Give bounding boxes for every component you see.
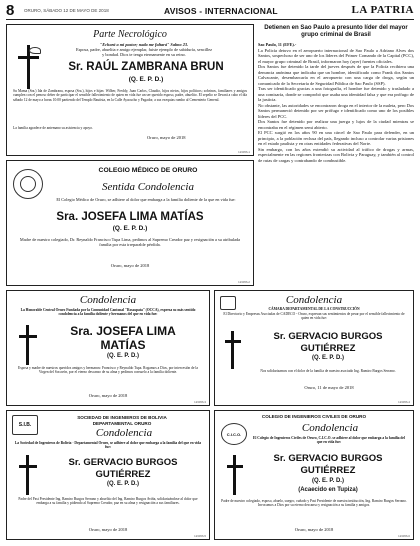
sib-logo-text: S.I.B. [18, 422, 32, 428]
article-dateline: Sao Paulo, 11 (EFE).- [258, 42, 297, 47]
page-dateline: ORURO, SÁBADO 12 DE MAYO DE 2018 [24, 8, 109, 13]
deceased-name: Sr. RAÚL ZAMBRANA BRUN [68, 61, 224, 73]
notice-title: Parte Necrológico [93, 29, 167, 40]
cico-logo-text: C.I.C.O. [226, 432, 242, 437]
notice-date: Oruro, mayo de 2018 [294, 527, 334, 532]
deceased-name-line2: MATÍAS [100, 338, 146, 352]
notice-ref: 123456-5 [194, 534, 206, 538]
cross-icon [225, 455, 245, 495]
qepd-label: (Q. E. P. D.) [128, 76, 164, 83]
section-title: AVISOS - INTERNACIONAL [164, 6, 278, 16]
necrologico-notice [6, 24, 254, 156]
notice-date: Oruro, mayo de 2018 [147, 135, 186, 140]
notice-subtext-2: y bondad. Dios te tenga eternamente en su reino. [102, 52, 186, 57]
article-paragraph: El PCC surgió en los años 90 en una cárcel de Sao Paulo para defender, en un principio, a la población reclusa del país, llegando incluso a controlar varias prisiones en el estado paulista y en otras entidades federativas del Norte. [258, 130, 414, 146]
notice-intro: La Sociedad de Ingenieros de Bolivia - Departamental Oruro, se adhiere al dolor que embarga a la familia del que en vida fue: [14, 441, 202, 450]
notice-verse: "Echará a mi pastor; nada me faltará" Salmo 23. [99, 42, 189, 47]
deceased-name: Sra. JOSEFA LIMA MATÍAS [56, 211, 204, 223]
notice-body: Esposa y madre de nuestros queridos amigos y hermanos: Francisco y Reynaldo Tupa. Rogamos a Dios, por intercesión de la Virgen del Socavón, por el eterno descanso de su alma y pedimos consuelo a la familia doliente. [18, 366, 198, 375]
article-paragraph: No obstante, las autoridades se encontraron droga en el interior de la maleta, pero Dos Santos permaneció detenido por ser prófugo e identificado como uno de los posibles líderes del PCC. [258, 102, 414, 119]
notice-title: Condolencia [79, 294, 137, 306]
notice-body: Su Mama (Sra.) Ida de Zambrana, esposa (Sra.), hijos e hijas: Wilber, Freddy, Juan Carlos, Claudio, hijos nietos, hijos políticos; sobrinos, familiares y amigos cumplen con el penoso deber de participar el sensible fallecimiento de quien en vida fue un ser querido esposo, padre, abuelito. El sepelio se llevará a cabo el día sábado 12 de mayo a horas 10:00 partiendo del Templo Bautista, en la Calle Ayacucho y Pagador, a sus exequias rumbo al Cementerio General. [13, 89, 247, 102]
notice-ref: 123456-2 [238, 280, 250, 284]
notice-date: Oruro, mayo de 2018 [88, 393, 128, 398]
notice-date: Oruro, 11 de mayo de 2018 [304, 385, 354, 390]
cross-icon [17, 455, 39, 495]
article-body [258, 42, 414, 163]
notice-date: Oruro, mayo de 2018 [110, 263, 150, 268]
colegio-medico-notice [6, 160, 254, 286]
notice-intro: El Colegio Médico de Oruro, se adhiere al dolor que embarga a la familia doliente de la que en vida fue: [56, 197, 236, 202]
newspaper-logo: LA PATRIA [351, 4, 414, 16]
notice-intro: El Directorio y Empresas Asociadas de CADECO - Oruro, expresan sus sentimientos de pesar por el sensible fallecimiento de quien en vida fue: [223, 312, 405, 321]
notice-intro: La Honorable Central Oruro Fundada por la Comunidad Cantonal "Rosaspata" (OCCA), expresa su más sentido condolencia a la familia doliente y hermanos del que en vida fue: [20, 308, 196, 317]
page-header [6, 4, 414, 20]
org-dept: DEPARTAMENTAL ORURO [92, 421, 152, 426]
notice-body: Padre de nuestro colegiado, esposo, abuelo, suegro, cuñado y Past Presidente de nuestra institución, Ing. Ramiro Burgos Serrano. Invocamos a Dios por su eterno descanso y resignación a su familia y amigos. [221, 499, 407, 508]
article-paragraph: La Policía detuvo en el aeropuerto internacional de Sao Paulo a Adriano Alves dos Santos, sospechoso de ser uno de los líderes del Primer Comando de la Capital (PCC), el mayor grupo criminal de Brasil, informaron hoy (ayer) fuentes oficiales. [258, 47, 414, 64]
notice-title: Condolencia [285, 294, 343, 306]
deceased-name-line2: GUTIÉRREZ [300, 465, 356, 476]
condolencia-lima-notice [6, 290, 210, 406]
cross-icon [223, 331, 243, 369]
sib-logo [12, 415, 38, 435]
org-name: CÁMARA DEPARTAMENTAL DE LA CONSTRUCCIÓN [268, 307, 360, 311]
notice-subtext-1: Esposa, padre, abuelita e amigo ejemplar, fuiste ejemplo de sabiduría, sencillez [75, 47, 213, 52]
notice-title: Condolencia [301, 422, 359, 434]
article-paragraph: Dos Santos fue detenido por realizar una juerga y lujos de la ciudad mientras se encontraba en el régimen semi abierto. [258, 119, 414, 130]
condolencia-cico-notice [214, 410, 414, 540]
cico-logo [221, 423, 247, 445]
article-paragraph: Tras ser identificado gracias a una fotografía, el hombre fue detenido y trasladado a una comisaría, donde se comprobó que usaba una identidad falsa y que era prófugo de la justicia. [258, 86, 414, 102]
qepd-label: (Q. E. P. D.) [107, 481, 139, 487]
notice-ref: 123456-3 [194, 400, 206, 404]
article-headline: Detienen en Sao Paulo a presunto líder del mayor grupo criminal de Brasil [264, 24, 408, 38]
org-header: COLEGIO MÉDICO DE ORURO [98, 167, 198, 174]
death-place: (Acaecido en Tupiza) [298, 487, 358, 493]
notice-date: Oruro, mayo de 2018 [88, 527, 128, 532]
cross-dove-icon [15, 45, 41, 89]
deceased-name-line2: GUTIÉRREZ [300, 343, 356, 354]
cross-icon [17, 325, 39, 365]
org-name: SOCIEDAD DE INGENIEROS DE BOLIVIA [77, 415, 167, 420]
qepd-label: (Q. E. P. D.) [107, 353, 139, 359]
qepd-label: (Q. E. P. D.) [112, 225, 148, 232]
condolencia-cadeco-notice [214, 290, 414, 406]
deceased-name-line1: Sr. GERVACIO BURGOS [273, 453, 383, 464]
notice-title: Sentida Condolencia [102, 181, 194, 193]
news-article [258, 24, 414, 286]
article-paragraph: Dos Santos fue detenido la tarde del jueves después de que la Policía recibiera una denuncia anónima que indicaba que un hombre, identificado como Frank dos Santos Calvacante, desembarcaría en el aeropuerto con una carga de droga, según un comunicado de la Secretaría de Seguridad Pública de Sao Paulo (SSP). [258, 64, 414, 86]
qepd-label: (Q. E. P. D.) [312, 478, 344, 484]
article-paragraph: Sin embargo, con los años extendió su actividad al tráfico de drogas y armas, especialmente en las regiones fronterizas con Bolivia y Paraguay, y también al control de rutas de cargas y contrabando de combustible. [258, 146, 414, 163]
notice-intro: El Colegio de Ingenieros Civiles de Oruro, C.I.C.O. se adhiere al dolor que embarga a la familia del que en vida fue: [252, 436, 406, 445]
notice-body: Nos solidarizamos con el dolor de la familia de nuestro asociado Ing. Ramiro Burgos Serrano. [260, 369, 396, 373]
notice-body: Madre de nuestro colegiado, Dr. Reynaldo Francisco Tupa Lima, pedimos al Supremo Creador paz y resignación a su atribulada familia por esta irreparable pérdida. [19, 237, 241, 247]
deceased-name-line2: GUTIÉRREZ [95, 469, 151, 480]
notice-thanks: La familia agradece de antemano su asistencia y apoyo. [13, 126, 93, 130]
notice-ref: 123456-6 [398, 534, 410, 538]
deceased-name-line1: Sr. GERVACIO BURGOS [273, 331, 383, 342]
notice-title: Condolencia [95, 427, 153, 439]
page-number: 8 [6, 2, 15, 19]
colegio-medico-logo [13, 169, 43, 199]
deceased-name-line1: Sr. GERVACIO BURGOS [68, 457, 178, 468]
org-name: COLEGIO DE INGENIEROS CIVILES DE ORURO [261, 414, 367, 419]
notice-ref: 123456-4 [398, 400, 410, 404]
qepd-label: (Q. E. P. D.) [312, 355, 344, 361]
deceased-name-line1: Sra. JOSEFA LIMA [70, 324, 176, 338]
notice-ref: 123456-1 [238, 150, 250, 154]
notice-body: Padre del Past Presidente Ing. Ramiro Burgos Serrano y abuelito del Ing. Ramiro Burgos Aviña, solidarizándose al dolor que embarga a su familia y pidiendo al Supremo Creador, paz en su alma y resignación a sus familiares. [18, 497, 198, 506]
condolencia-sib-notice [6, 410, 210, 540]
